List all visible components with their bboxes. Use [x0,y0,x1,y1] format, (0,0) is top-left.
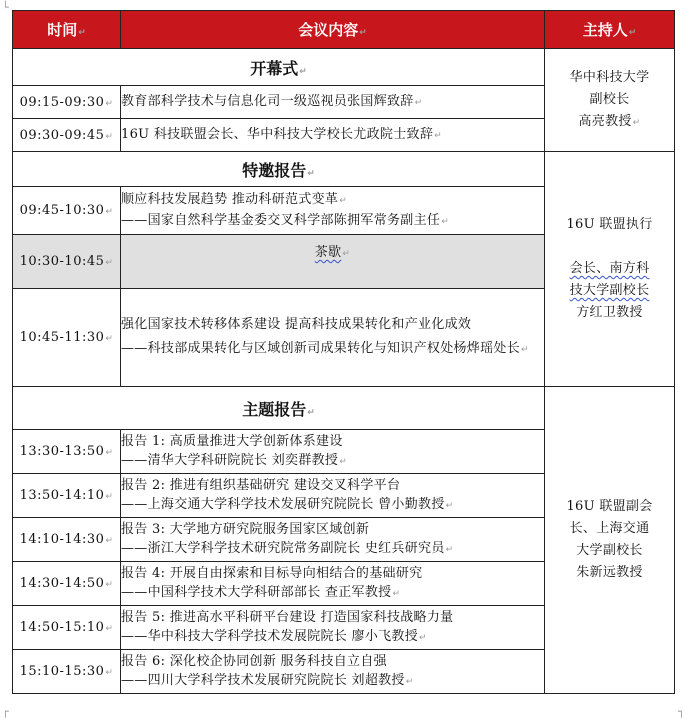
content-cell: 报告 2: 推进有组织基础研究 建设交叉科学平台 ——上海交通大学科学技术发展研究院院长 曾小勤教授↵ [121,474,545,518]
time-cell: 09:45-10:30↵ [13,187,121,235]
content-cell: 教育部科学技术与信息化司一级巡视员张国辉致辞↵ [121,86,545,119]
time-cell: 14:50-15:10↵ [13,606,121,650]
content-cell: 强化国家技术转移体系建设 提高科技成果转化和产业化成效 ——科技部成果转化与区域创新司成果转化与知识产权处杨烨瑶处长↵ [121,289,545,387]
time-cell: 13:50-14:10↵ [13,474,121,518]
section-keynote-row [13,387,675,430]
content-cell: 顺应科技发展趋势 推动科研范式变革↵ ——国家自然科学基金委交叉科学部陈拥军常务副主任↵ [121,187,545,235]
time-cell: 15:10-15:30↵ [13,650,121,694]
content-cell: 报告 3: 大学地方研究院服务国家区域创新 ——浙江大学科学技术研究院常务副院长 史红兵研究员↵ [121,518,545,562]
section-opening-row [13,49,675,86]
time-cell: 10:30-10:45↵ [13,235,121,289]
time-cell: 14:30-14:50↵ [13,562,121,606]
host-cell: 16U 联盟副会 长、上海交通 大学副校长 朱新远教授 [545,387,675,694]
content-cell: 报告 6: 深化校企协同创新 服务科技自立自强 ——四川大学科学技术发展研究院院长 刘超教授↵ [121,650,545,694]
section-title: 特邀报告↵ [13,152,545,187]
content-cell: 茶歇↵ [121,235,545,289]
content-cell: 报告 4: 开展自由探索和目标导向相结合的基础研究 ——中国科学技术大学科研部部长 查正军教授↵ [121,562,545,606]
section-title: 开幕式↵ [13,49,545,86]
content-cell: 报告 5: 推进高水平科研平台建设 打造国家科技战略力量 ——华中科技大学科学技术发展院院长 廖小飞教授↵ [121,606,545,650]
corner-mark-bottom-left: ┌ [2,705,9,718]
host-cell: 华中科技大学 副校长 高亮教授↵ [545,49,675,152]
header-row [13,11,675,49]
time-cell: 09:30-09:45↵ [13,119,121,152]
header-host: 主持人↵ [545,11,675,49]
host-cell: 16U 联盟执行 会长、南方科 技大学副校长 方红卫教授 [545,152,675,387]
agenda-table [12,10,675,694]
content-cell: 报告 1: 高质量推进大学创新体系建设 ——清华大学科研院院长 刘奕群教授↵ [121,430,545,474]
time-cell: 13:30-13:50↵ [13,430,121,474]
section-title: 主题报告↵ [13,387,545,430]
content-cell: 16U 科技联盟会长、华中科技大学校长尤政院士致辞↵ [121,119,545,152]
corner-mark-top-left: └ [2,1,9,14]
time-cell: 14:10-14:30↵ [13,518,121,562]
header-content: 会议内容↵ [121,11,545,49]
time-cell: 10:45-11:30↵ [13,289,121,387]
corner-mark-bottom-right: ┐ [678,705,685,718]
section-invited-row [13,152,675,187]
time-cell: 09:15-09:30↵ [13,86,121,119]
header-time: 时间↵ [13,11,121,49]
